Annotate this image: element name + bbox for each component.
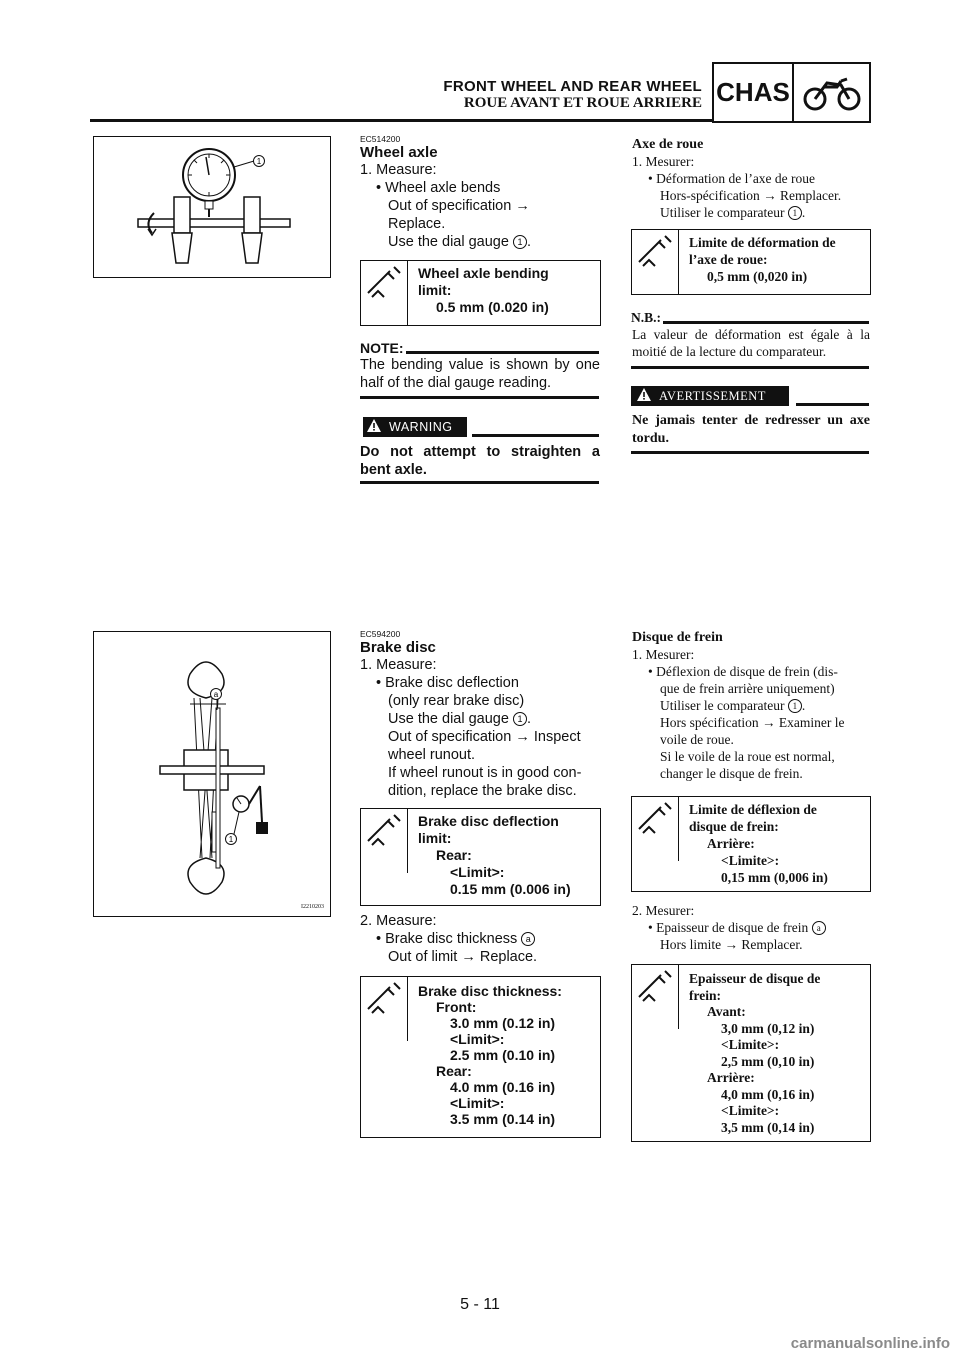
warning-triangle-icon <box>367 419 381 435</box>
note-rule <box>360 396 599 399</box>
warning-label: WARNING <box>389 420 453 434</box>
brake-line-3: Out of specification → Inspect <box>388 729 581 745</box>
disque-spec2-label-1: Epaisseur de disque de <box>689 971 821 986</box>
note-label: NOTE: <box>360 340 404 356</box>
watermark: carmanualsonline.info <box>790 1335 950 1352</box>
brake-spec2-rear: Rear: <box>436 1063 472 1079</box>
disque-step-2: 2. Mesurer: <box>632 903 695 918</box>
brake-spec1-label-1: Brake disc deflection <box>418 813 559 829</box>
brake-line-4: wheel runout. <box>388 747 476 763</box>
nb-header <box>631 310 869 326</box>
disque-bullet-2 <box>632 919 870 936</box>
avertissement-text: Ne jamais tenter de redresser un axe tordu. <box>632 413 870 446</box>
wheel-axle-line-2: Replace. <box>388 216 446 232</box>
axe-de-roue-title: Axe de roue <box>632 137 704 152</box>
disque-title: Disque de frein <box>632 630 723 645</box>
warning-rule-bottom <box>360 481 599 484</box>
axe-de-roue-bullet: • Déformation de l’axe de roue <box>648 171 816 186</box>
disque-thickness-section <box>632 902 870 953</box>
brake-disc-figure <box>93 631 331 917</box>
disque-spec1-rear: Arrière: <box>707 836 755 851</box>
wheel-axle-line-3: Use the dial gauge 1 . <box>388 234 531 250</box>
brake-bullet-2-text: • Brake disc thickness <box>376 931 518 947</box>
disque-spec1-value: 0,15 mm (0,006 in) <box>721 870 828 885</box>
brake-spec1-label-2: limit: <box>418 830 452 846</box>
disque-line-2: Utiliser le comparateur 1 . <box>660 698 806 713</box>
avertissement-label: AVERTISSEMENT <box>659 388 766 403</box>
axe-de-roue-spec-box <box>631 229 871 295</box>
brake-spec2-rear-limit-val: 3.5 mm (0.14 in) <box>450 1111 556 1127</box>
disque-thickness-spec-box <box>631 964 871 1142</box>
wheel-axle-title: Wheel axle <box>360 144 438 161</box>
brake-bullet-1: • Brake disc deflection <box>376 675 519 691</box>
disque-spec2-rear-val: 4,0 mm (0,16 in) <box>721 1086 815 1102</box>
disque-line-7: Hors limite → Remplacer. <box>660 937 803 952</box>
warning-triangle-icon <box>637 388 651 405</box>
disque-line-2-text: Utiliser le comparateur <box>660 698 785 713</box>
brake-spec2-label: Brake disc thickness: <box>418 983 562 999</box>
brake-spec1-limit: <Limit>: <box>450 864 505 880</box>
disque-line-4: voile de roue. <box>660 732 734 747</box>
page-number: 5 - 11 <box>460 1296 500 1313</box>
wheel-axle-line-1: Out of specification → <box>388 198 530 214</box>
brake-spec2-front-val: 3.0 mm (0.12 in) <box>450 1015 556 1031</box>
wrench-spec-icon <box>632 965 679 1029</box>
disque-spec2-front: Avant: <box>707 1004 746 1019</box>
brake-spec2-front-limit-val: 2.5 mm (0.10 in) <box>450 1047 556 1063</box>
wheel-axle-bullet: • Wheel axle bends <box>376 180 501 196</box>
axe-spec-value: 0,5 mm (0,020 in) <box>707 269 808 284</box>
brake-spec2-rear-val: 4.0 mm (0.16 in) <box>450 1079 556 1095</box>
svg-text:1: 1 <box>228 835 234 844</box>
brake-deflection-spec-box <box>360 808 601 906</box>
header-title-fr: ROUE AVANT ET ROUE ARRIERE <box>463 95 702 111</box>
section-badge <box>712 62 871 123</box>
brake-line-5: If wheel runout is in good con- <box>388 765 582 781</box>
disque-deflection-spec-box <box>631 796 871 892</box>
wheel-axle-spec-label-1: Wheel axle bending <box>418 265 549 281</box>
disque-spec2-rear-limit-val: 3,5 mm (0,14 in) <box>721 1119 815 1135</box>
brake-step-2: 2. Measure: <box>360 913 437 929</box>
disque-line-1: que de frein arrière uniquement) <box>660 681 835 696</box>
brake-disc-section <box>360 629 600 800</box>
wheel-axle-spec-label-2: limit: <box>418 282 452 298</box>
brake-disc-code: EC594200 <box>360 629 401 639</box>
disque-spec2-rear-limit: <Limite>: <box>721 1103 780 1118</box>
disque-line-5: Si le voile de la roue est normal, <box>660 749 835 764</box>
axe-spec-label-2: l’axe de roue: <box>689 252 768 267</box>
avertissement-badge <box>631 386 789 406</box>
wheel-axle-spec-value: 0.5 mm (0.020 in) <box>436 299 549 315</box>
avertissement-rule-bottom <box>631 451 869 454</box>
callout-a-icon-fr: a <box>812 921 826 935</box>
disque-spec2-front-limit-val: 2,5 mm (0,10 in) <box>721 1053 815 1069</box>
section-label: CHAS <box>714 64 794 121</box>
header-rule <box>90 119 714 122</box>
note-text: The bending value is shown by one half of the dial gauge reading. <box>360 357 600 391</box>
disque-spec1-label-2: disque de frein: <box>689 819 779 834</box>
brake-line-1: (only rear brake disc) <box>388 693 525 709</box>
warning-badge <box>363 417 467 437</box>
figure-code: I2210203 <box>301 904 324 910</box>
disque-spec1-limit: <Limite>: <box>721 853 780 868</box>
wheel-axle-line-3-text: Use the dial gauge <box>388 234 509 250</box>
brake-line-2-text: Use the dial gauge <box>388 711 509 727</box>
avertissement-rule-top <box>796 403 869 406</box>
disque-bullet-2-text: • Epaisseur de disque de frein <box>648 920 809 935</box>
wrench-spec-icon <box>361 977 408 1041</box>
wheel-axle-section <box>360 134 600 251</box>
svg-text:1: 1 <box>256 157 262 166</box>
wheel-axle-step: 1. Measure: <box>360 162 437 178</box>
brake-line-2: Use the dial gauge 1 . <box>388 711 531 727</box>
disque-spec1-label-1: Limite de déflexion de <box>689 802 817 817</box>
brake-line-7: Out of limit → Replace. <box>388 949 538 965</box>
header-title-en: FRONT WHEEL AND REAR WHEEL <box>443 78 702 95</box>
disque-spec2-front-limit: <Limite>: <box>721 1037 780 1052</box>
disque-spec2-rear: Arrière: <box>707 1070 755 1085</box>
brake-step-1: 1. Measure: <box>360 657 437 673</box>
disque-spec2-label-2: frein: <box>689 987 721 1003</box>
brake-spec2-rear-limit: <Limit>: <box>450 1095 505 1111</box>
wrench-spec-icon <box>632 797 679 861</box>
svg-text:a: a <box>213 690 219 699</box>
warning-rule-top <box>472 434 599 437</box>
axe-de-roue-line-1: Hors-spécification → Remplacer. <box>660 188 842 203</box>
brake-thickness-spec-box <box>360 976 601 1138</box>
brake-disc-title: Brake disc <box>360 639 436 656</box>
nb-rule <box>631 366 869 369</box>
disque-line-6: changer le disque de frein. <box>660 766 803 781</box>
axe-spec-label-1: Limite de déformation de <box>689 235 836 250</box>
brake-spec2-front-limit: <Limit>: <box>450 1031 505 1047</box>
disque-step-1: 1. Mesurer: <box>632 647 695 662</box>
nb-label: N.B.: <box>631 310 661 325</box>
wheel-axle-figure <box>93 136 331 278</box>
axe-de-roue-line-2-text: Utiliser le comparateur <box>660 205 785 220</box>
wheel-axle-spec-box <box>360 260 601 326</box>
brake-bullet-2 <box>360 930 600 948</box>
axe-de-roue-step: 1. Mesurer: <box>632 154 695 169</box>
brake-spec2-front: Front: <box>436 999 477 1015</box>
callout-1-icon-fr: 1 <box>788 699 802 713</box>
wrench-spec-icon <box>361 261 408 325</box>
disque-section <box>632 629 870 782</box>
disque-line-3: Hors spécification → Examiner le <box>660 715 845 730</box>
axe-de-roue-section <box>632 136 870 221</box>
brake-line-6: dition, replace the brake disc. <box>388 783 577 799</box>
disque-spec2-front-val: 3,0 mm (0,12 in) <box>721 1020 815 1036</box>
callout-a-icon: a <box>521 932 535 946</box>
warning-text: Do not attempt to straighten a bent axle. <box>360 444 600 478</box>
brake-spec1-rear: Rear: <box>436 847 472 863</box>
motorcycle-icon <box>794 64 869 121</box>
wrench-spec-icon <box>361 809 408 873</box>
brake-spec1-value: 0.15 mm (0.006 in) <box>450 881 571 897</box>
brake-thickness-section <box>360 912 600 966</box>
callout-1-icon: 1 <box>513 235 527 249</box>
wheel-axle-code: EC514200 <box>360 134 401 144</box>
axe-de-roue-line-2: Utiliser le comparateur 1 . <box>660 205 806 220</box>
callout-1-icon: 1 <box>513 712 527 726</box>
disque-bullet-1: • Déflexion de disque de frein (dis- <box>648 664 838 679</box>
callout-1-icon-fr: 1 <box>788 206 802 220</box>
nb-text: La valeur de déformation est égale à la moitié de la lecture du comparateur. <box>632 327 870 359</box>
note-header <box>360 340 599 356</box>
wrench-spec-icon <box>632 230 679 294</box>
